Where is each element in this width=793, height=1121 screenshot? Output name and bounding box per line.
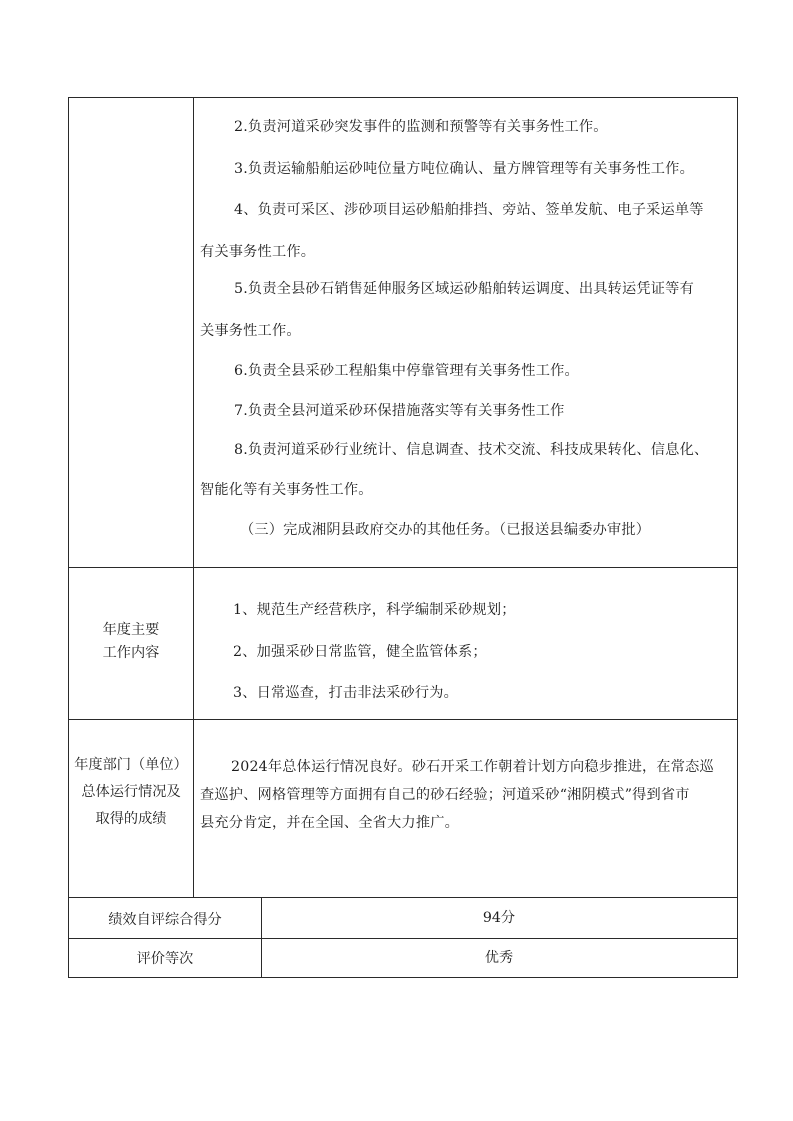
duty-item-other: （三）完成湘阴县政府交办的其他任务。（已报送县编委办审批）: [240, 522, 651, 538]
duty-item-2: 2.负责河道采砂突发事件的监测和预警等有关事务性工作。: [234, 119, 608, 135]
annual-work-item-2: 2、加强采砂日常监管，健全监管体系；: [233, 644, 487, 660]
overall-label-line2: 总体运行情况及: [81, 784, 181, 800]
duty-item-7: 7.负责全县河道采砂环保措施落实等有关事务性工作: [234, 403, 565, 419]
overall-label-line3: 取得的成绩: [95, 811, 167, 827]
overall-line-3: 县充分肯定，并在全国、全省大力推广。: [200, 815, 459, 831]
grade-label: 评价等次: [136, 951, 194, 967]
annual-work-label-line2: 工作内容: [102, 645, 160, 661]
duty-item-6: 6.负责全县采砂工程船集中停靠管理有关事务性工作。: [234, 363, 579, 379]
row-divider-score: [69, 938, 737, 939]
overall-line-2: 查巡护、网格管理等方面拥有自己的砂石经验；河道采砂“湘阴模式”得到省市: [200, 787, 690, 803]
column-divider-main: [193, 98, 194, 897]
duty-item-8-line2: 智能化等有关事务性工作。: [200, 482, 373, 498]
score-label: 绩效自评综合得分: [108, 912, 222, 928]
duty-item-4-line2: 有关事务性工作。: [200, 244, 316, 260]
performance-table: [68, 97, 738, 978]
overall-line-1: 2024年总体运行情况良好。砂石开采工作朝着计划方向稳步推进，在常态巡: [231, 759, 714, 775]
score-value: 94分: [482, 910, 516, 926]
overall-label-line1: 年度部门（单位）: [74, 757, 188, 773]
duty-item-5-line1: 5.负责全县砂石销售延伸服务区域运砂船舶转运调度、出具转运凭证等有: [234, 281, 694, 297]
duty-item-8-line1: 8.负责河道采砂行业统计、信息调查、技术交流、科技成果转化、信息化、: [234, 442, 709, 458]
duty-item-4-line1: 4、负责可采区、涉砂项目运砂船舶排挡、旁站、签单发航、电子采运单等: [234, 202, 704, 218]
duty-item-5-line2: 关事务性工作。: [200, 323, 301, 339]
duty-item-3: 3.负责运输船舶运砂吨位量方吨位确认、量方牌管理等有关事务性工作。: [234, 161, 694, 177]
annual-work-item-3: 3、日常巡查，打击非法采砂行为。: [233, 685, 459, 701]
annual-work-label: [69, 619, 193, 665]
annual-work-label-line1: 年度主要: [102, 622, 160, 638]
row-divider-work: [69, 719, 737, 720]
annual-work-item-1: 1、规范生产经营秩序，科学编制采砂规划；: [233, 602, 516, 618]
row-divider-duties: [69, 567, 737, 568]
overall-label: [69, 752, 193, 833]
row-divider-overall: [69, 897, 737, 898]
grade-value: 优秀: [484, 950, 514, 966]
